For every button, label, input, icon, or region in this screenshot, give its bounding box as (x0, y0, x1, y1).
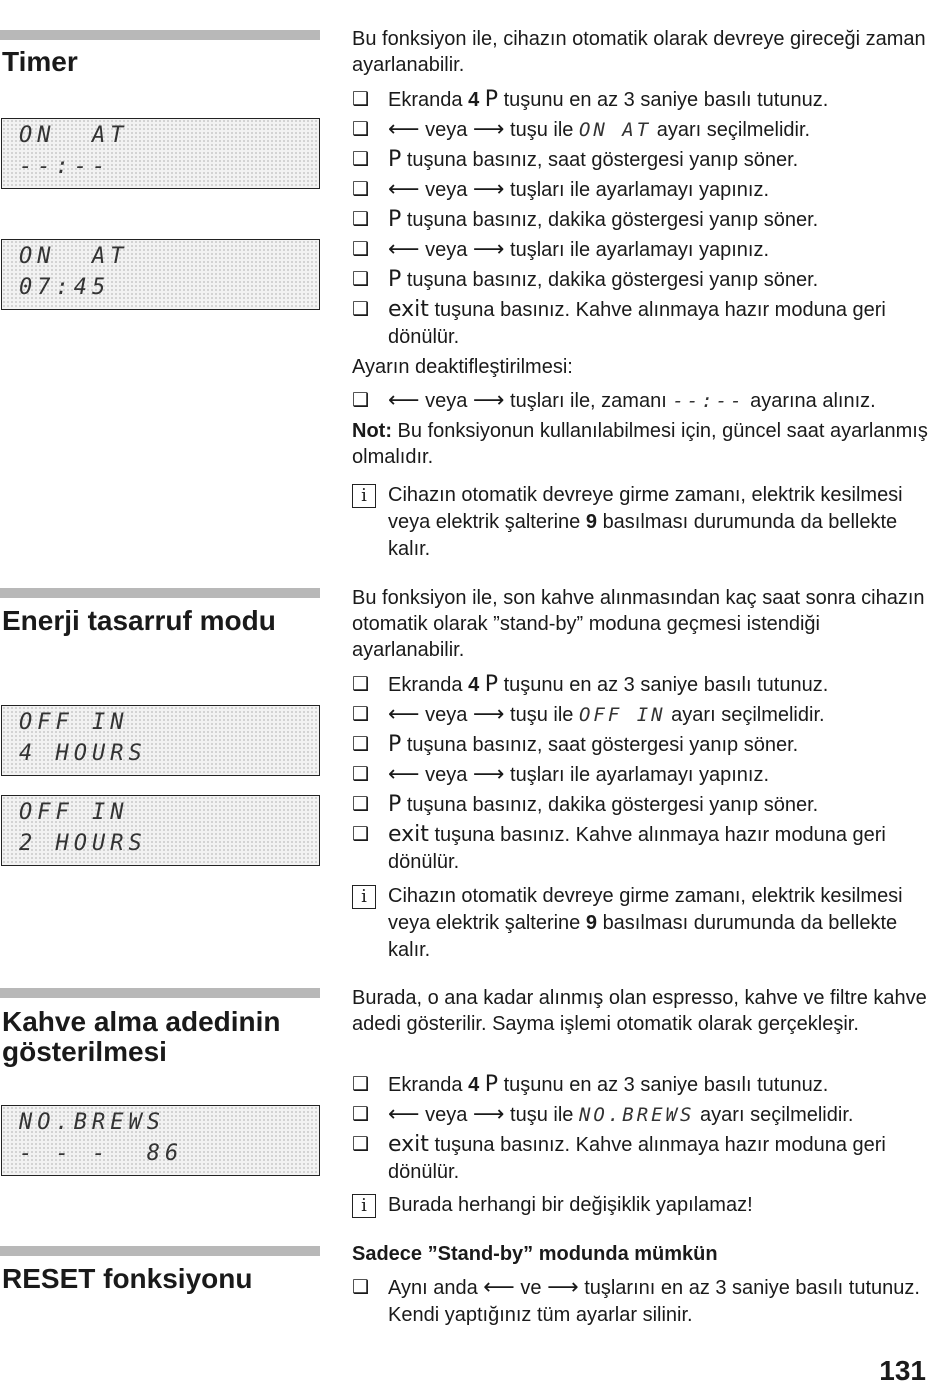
info-text: basılması durumunda da bellekte kalır. (388, 912, 898, 961)
step-text: tuşları ile ayarlamayı yapınız. (510, 239, 770, 261)
page-number: 131 (879, 1355, 926, 1386)
lcd-inline-text: --:-- (672, 390, 745, 412)
step-text: ayarı seçilmelidir. (700, 1104, 854, 1126)
energy-step-4 (352, 761, 937, 789)
reset-subheading: Sadece ”Stand-by” modunda mümkün (352, 1243, 718, 1265)
info-text: Burada herhangi bir değişiklik yapılamaz! (388, 1194, 753, 1216)
section-bar-reset (0, 1246, 320, 1256)
step-text: Ekranda (388, 89, 463, 111)
timer-note (352, 418, 937, 470)
info-icon: i (352, 885, 376, 909)
checkbox-bullet-icon: ❑ (352, 673, 370, 695)
heading-line: Kahve alma adedinin (2, 1006, 281, 1037)
lcd-display-energy-2 (1, 795, 320, 866)
step-text: tuşu ile (510, 119, 574, 141)
heading-energy: Enerji tasarruf modu (2, 605, 276, 636)
key-number: 4 (468, 89, 480, 111)
brews-step-2 (352, 1101, 937, 1129)
key-number: 4 (468, 1074, 480, 1096)
heading-reset: RESET fonksiyonu (2, 1263, 253, 1294)
p-key-icon: P (484, 87, 499, 112)
checkbox-bullet-icon: ❑ (352, 298, 370, 320)
exit-key-icon: exit (388, 822, 429, 847)
arrow-left-icon: ⟵ (483, 1275, 515, 1300)
exit-key-icon: exit (388, 1132, 429, 1157)
arrow-right-icon: ⟶ (547, 1275, 579, 1300)
note-text: Bu fonksiyonun kullanılabilmesi için, güncel saat ayarlanmış olmalıdır. (352, 420, 928, 468)
lcd-line: OFF IN (19, 710, 129, 735)
arrow-right-icon: ⟶ (472, 237, 505, 262)
brews-intro: Burada, o ana kadar alınmış olan espresso, kahve ve filtre kahve adedi gösterilir. Sayma işlemi otomatik olarak gerçekleşir. (352, 987, 927, 1035)
step-text: veya (425, 119, 468, 141)
lcd-line: OFF IN (19, 800, 129, 825)
brews-step-1 (352, 1071, 937, 1099)
lcd-line: --:-- (19, 154, 111, 179)
lcd-display-brews (1, 1105, 320, 1176)
arrow-left-icon: ⟵ (388, 702, 420, 727)
lcd-line: 07:45 (19, 275, 111, 300)
step-text: tuşuna basınız, dakika göstergesi yanıp söner. (406, 269, 819, 291)
step-text: ve (520, 1277, 542, 1299)
arrow-left-icon: ⟵ (388, 388, 420, 413)
arrow-right-icon: ⟶ (472, 117, 505, 142)
p-key-icon: P (484, 1072, 499, 1097)
section-bar-energy (0, 588, 320, 598)
checkbox-bullet-icon: ❑ (352, 763, 370, 785)
step-text: veya (425, 764, 468, 786)
p-key-icon: P (388, 147, 402, 172)
step-text: ayarı seçilmelidir. (671, 704, 825, 726)
step-text: tuşuna basınız, saat göstergesi yanıp söner. (406, 734, 799, 756)
timer-step-7 (352, 266, 937, 294)
step-text: tuşuna basınız. Kahve alınmaya hazır moduna geri dönülür. (388, 824, 886, 873)
arrow-right-icon: ⟶ (472, 762, 505, 787)
reset-step-1 (352, 1274, 937, 1329)
timer-step-8 (352, 296, 937, 351)
checkbox-bullet-icon: ❑ (352, 1276, 370, 1298)
lcd-display-energy-1 (1, 705, 320, 776)
arrow-left-icon: ⟵ (388, 117, 420, 142)
checkbox-bullet-icon: ❑ (352, 118, 370, 140)
note-label: Not: (352, 420, 392, 442)
lcd-display-timer-1 (1, 118, 320, 189)
p-key-icon: P (388, 792, 402, 817)
timer-info (352, 482, 937, 563)
key-number: 9 (585, 912, 597, 934)
p-key-icon: P (484, 672, 499, 697)
checkbox-bullet-icon: ❑ (352, 1103, 370, 1125)
step-text: tuşunu en az 3 saniye basılı tutunuz. (503, 674, 829, 696)
step-text: tuşuna basınız. Kahve alınmaya hazır moduna geri dönülür. (388, 1134, 886, 1183)
info-icon: i (352, 1194, 376, 1218)
checkbox-bullet-icon: ❑ (352, 703, 370, 725)
info-text: Cihazın otomatik devreye girme zamanı, elektrik kesilmesi veya elektrik şalterine (388, 484, 903, 533)
checkbox-bullet-icon: ❑ (352, 268, 370, 290)
lcd-line: ON AT (19, 244, 129, 269)
step-text: tuşuna basınız. Kahve alınmaya hazır moduna geri dönülür. (388, 299, 886, 348)
energy-info (352, 883, 937, 964)
energy-intro: Bu fonksiyon ile, son kahve alınmasından kaç saat sonra cihazın otomatik olarak ”stand-by” moduna geçmesi istendiği ayarlanabilir. (352, 587, 925, 661)
lcd-line: ON AT (19, 123, 129, 148)
section-bar-timer (0, 30, 320, 40)
step-text: tuşu ile (510, 1104, 574, 1126)
step-text: tuşları ile ayarlamayı yapınız. (510, 179, 770, 201)
lcd-line: NO.BREWS (19, 1110, 165, 1135)
lcd-line: 2 HOURS (19, 831, 147, 856)
step-text: tuşları ile, zamanı (510, 390, 667, 412)
arrow-left-icon: ⟵ (388, 1102, 420, 1127)
energy-step-6 (352, 821, 937, 876)
p-key-icon: P (388, 732, 402, 757)
step-text: Aynı anda (388, 1277, 478, 1299)
step-text: veya (425, 1104, 468, 1126)
step-text: tuşuna basınız, saat göstergesi yanıp söner. (406, 149, 799, 171)
lcd-display-timer-2 (1, 239, 320, 310)
exit-key-icon: exit (388, 297, 429, 322)
arrow-left-icon: ⟵ (388, 237, 420, 262)
lcd-line: 4 HOURS (19, 741, 147, 766)
arrow-right-icon: ⟶ (472, 702, 505, 727)
checkbox-bullet-icon: ❑ (352, 823, 370, 845)
lcd-inline-text: ON AT (578, 119, 652, 141)
timer-step-5 (352, 206, 937, 234)
brews-step-3 (352, 1131, 937, 1186)
timer-step-6 (352, 236, 937, 264)
step-text: veya (425, 390, 468, 412)
arrow-left-icon: ⟵ (388, 177, 420, 202)
checkbox-bullet-icon: ❑ (352, 733, 370, 755)
energy-step-1 (352, 671, 937, 699)
checkbox-bullet-icon: ❑ (352, 1133, 370, 1155)
step-text: tuşunu en az 3 saniye basılı tutunuz. (503, 1074, 829, 1096)
arrow-left-icon: ⟵ (388, 762, 420, 787)
lcd-inline-text: OFF IN (578, 704, 666, 726)
checkbox-bullet-icon: ❑ (352, 148, 370, 170)
heading-brews (2, 1007, 281, 1067)
timer-step-3 (352, 146, 937, 174)
heading-timer: Timer (2, 46, 78, 77)
step-text: ayarı seçilmelidir. (656, 119, 811, 141)
heading-line: gösterilmesi (2, 1036, 167, 1067)
timer-step-4 (352, 176, 937, 204)
checkbox-bullet-icon: ❑ (352, 389, 370, 411)
timer-step-1 (352, 86, 937, 114)
step-text: tuşuna basınız, dakika göstergesi yanıp söner. (406, 209, 819, 231)
info-icon: i (352, 484, 376, 508)
section-bar-brews (0, 988, 320, 998)
lcd-inline-text: NO.BREWS (578, 1104, 695, 1126)
step-text: tuşlarını en az 3 saniye basılı tutunuz. Kendi yaptığınız tüm ayarlar silinir. (388, 1277, 920, 1326)
step-text: tuşuna basınız, dakika göstergesi yanıp söner. (406, 794, 819, 816)
lcd-line: - - - 86 (19, 1141, 184, 1166)
p-key-icon: P (388, 207, 402, 232)
checkbox-bullet-icon: ❑ (352, 208, 370, 230)
key-number: 9 (585, 511, 597, 533)
step-text: tuşu ile (510, 704, 574, 726)
step-text: tuşunu en az 3 saniye basılı tutunuz. (503, 89, 829, 111)
checkbox-bullet-icon: ❑ (352, 238, 370, 260)
step-text: Ekranda (388, 1074, 463, 1096)
checkbox-bullet-icon: ❑ (352, 1073, 370, 1095)
step-text: Ekranda (388, 674, 463, 696)
timer-deactivation-step (352, 387, 937, 415)
energy-step-3 (352, 731, 937, 759)
timer-intro: Bu fonksiyon ile, cihazın otomatik olarak devreye gireceği zaman ayarlanabilir. (352, 28, 926, 76)
step-text: ayarına alınız. (750, 390, 876, 412)
timer-step-2 (352, 116, 937, 144)
checkbox-bullet-icon: ❑ (352, 178, 370, 200)
info-text: basılması durumunda da bellekte kalır. (388, 511, 898, 560)
key-number: 4 (468, 674, 480, 696)
step-text: veya (425, 179, 468, 201)
brews-info (352, 1192, 937, 1219)
timer-deactivation-label: Ayarın deaktifleştirilmesi: (352, 356, 573, 378)
checkbox-bullet-icon: ❑ (352, 793, 370, 815)
step-text: veya (425, 704, 468, 726)
step-text: tuşları ile ayarlamayı yapınız. (510, 764, 770, 786)
p-key-icon: P (388, 267, 402, 292)
energy-step-5 (352, 791, 937, 819)
info-text: Cihazın otomatik devreye girme zamanı, elektrik kesilmesi veya elektrik şalterine (388, 885, 903, 934)
arrow-right-icon: ⟶ (472, 1102, 505, 1127)
arrow-right-icon: ⟶ (472, 177, 505, 202)
checkbox-bullet-icon: ❑ (352, 88, 370, 110)
arrow-right-icon: ⟶ (472, 388, 505, 413)
energy-step-2 (352, 701, 937, 729)
step-text: veya (425, 239, 468, 261)
